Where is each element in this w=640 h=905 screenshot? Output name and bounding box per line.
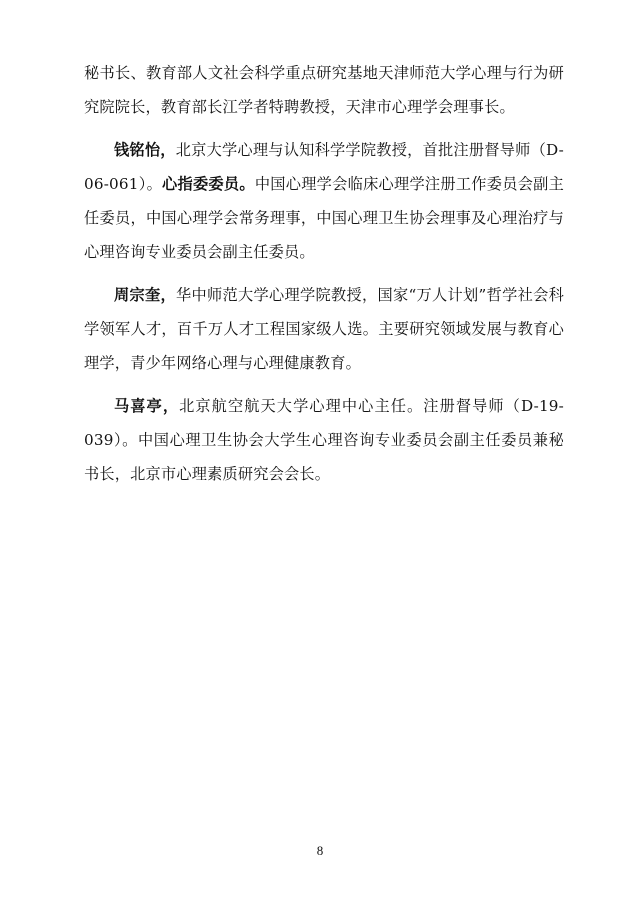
person-name: 钱铭怡， <box>114 141 176 159</box>
paragraph-text: 北京大学心理与认知科学学院教授，首批注册督导师（D-06-061）。 <box>84 141 564 193</box>
paragraph-continued-bio <box>84 56 564 124</box>
person-name: 周宗奎， <box>114 286 176 304</box>
paragraph-bio-zhou-zongkui <box>84 278 564 380</box>
paragraph-text: 北京航空航天大学心理中心主任。注册督导师（D-19-039）。中国心理卫生协会大学生心理咨询专业委员会副主任委员兼秘书长，北京市心理素质研究会会长。 <box>84 397 565 483</box>
paragraph-text: 华中师范大学心理学院教授，国家“万人计划”哲学社会科学领军人才，百千万人才工程国家级人选。主要研究领域发展与教育心理学，青少年网络心理与心理健康教育。 <box>84 286 564 372</box>
paragraph-bio-ma-xiting <box>84 389 564 491</box>
paragraph-text-continued: 中国心理学会临床心理学注册工作委员会副主任委员，中国心理学会常务理事，中国心理卫生协会理事及心理治疗与心理咨询专业委员会副主任委员。 <box>84 175 564 261</box>
paragraph-bio-qian-mingyi <box>84 133 564 269</box>
highlighted-role: 心指委委员。 <box>162 175 255 193</box>
paragraph-text: 秘书长、教育部人文社会科学重点研究基地天津师范大学心理与行为研究院院长，教育部长江学者特聘教授，天津市心理学会理事长。 <box>84 64 564 116</box>
person-name: 马喜亭， <box>114 397 180 415</box>
document-body <box>84 56 564 500</box>
page-number: 8 <box>316 843 324 858</box>
